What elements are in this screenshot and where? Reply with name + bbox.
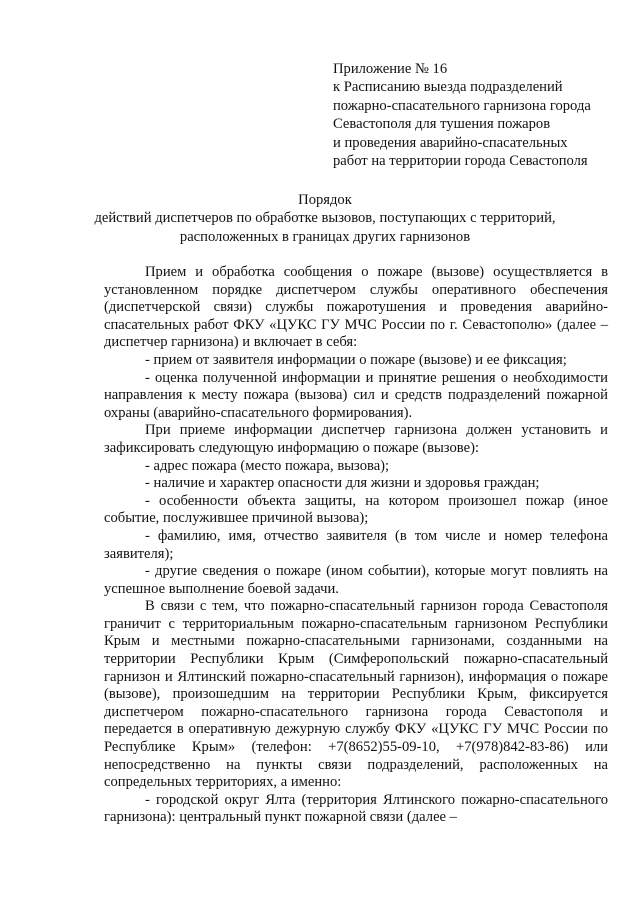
list-item: - оценка полученной информации и принятие решения о необходимости направления к месту пожара (вызова) сил и средств подразделений пожарной охраны (аварийно-спасательного формирования). — [104, 369, 608, 421]
appendix-line: к Расписанию выезда подразделений — [333, 79, 563, 96]
list-item: - другие сведения о пожаре (ином событии), которые могут повлиять на успешное выполнение боевой задачи. — [104, 563, 608, 597]
list-item: - фамилию, имя, отчество заявителя (в том числе и номер телефона заявителя); — [104, 527, 608, 562]
appendix-line: пожарно-спасательного гарнизона города — [333, 97, 591, 114]
appendix-line: и проведения аварийно-спасательных — [333, 134, 568, 151]
document-title — [60, 191, 590, 246]
appendix-header — [333, 60, 618, 170]
paragraph: В связи с тем, что пожарно-спасательный гарнизон города Севастополя граничит с территориальным пожарно-спасательным гарнизоном Республики Крым и местными пожарно-спасательными гарнизонами, созданными на территории Республики Крым (Симферопольский пожарно-спасательный гарнизон и Ялтинский пожарно-спасательный гарнизон), информация о пожаре (вызове), произошедшим на территории Республики Крым, фиксируется диспетчером пожарно-спасательного гарнизона города Севастополя и передается в оперативную дежурную службу ФКУ «ЦУКС ГУ МЧС России по Республике Крым» (телефон: +7(8652)55-09-10, +7(978)842-83-86) или непосредственно на пункты связи подразделений, расположенных на сопредельных территориях, а именно: — [104, 598, 608, 791]
paragraph: При приеме информации диспетчер гарнизона должен установить и зафиксировать следующую информацию о пожаре (вызове): — [104, 422, 608, 456]
appendix-line: Севастополя для тушения пожаров — [333, 116, 551, 133]
list-item: - наличие и характер опасности для жизни и здоровья граждан; — [145, 475, 540, 492]
title-heading: Порядок — [298, 192, 352, 208]
list-item: - особенности объекта защиты, на котором произошел пожар (иное событие, послужившее причиной вызова); — [104, 492, 608, 527]
title-line-1: действий диспетчеров по обработке вызовов, поступающих с территорий, — [94, 210, 556, 227]
list-item: - прием от заявителя информации о пожаре (вызове) и ее фиксация; — [145, 351, 567, 368]
document-body — [104, 264, 608, 827]
title-line-2: расположенных в границах других гарнизонов — [179, 228, 471, 245]
appendix-line: работ на территории города Севастополя — [333, 153, 588, 170]
appendix-line: Приложение № 16 — [333, 61, 448, 77]
list-item: - адрес пожара (место пожара, вызова); — [145, 457, 390, 474]
list-item: - городской округ Ялта (территория Ялтинского пожарно-спасательного гарнизона): центральный пункт пожарной связи (далее – — [104, 791, 608, 826]
paragraph-intro: Прием и обработка сообщения о пожаре (вызове) осуществляется в установленном порядке диспетчером службы оперативного обеспечения (диспетчерской связи) службы пожаротушения и проведения аварийно-спасательных работ ФКУ «ЦУКС ГУ МЧС России по г. Севастополю» (далее – диспетчер гарнизона) и включает в себя: — [104, 264, 608, 351]
